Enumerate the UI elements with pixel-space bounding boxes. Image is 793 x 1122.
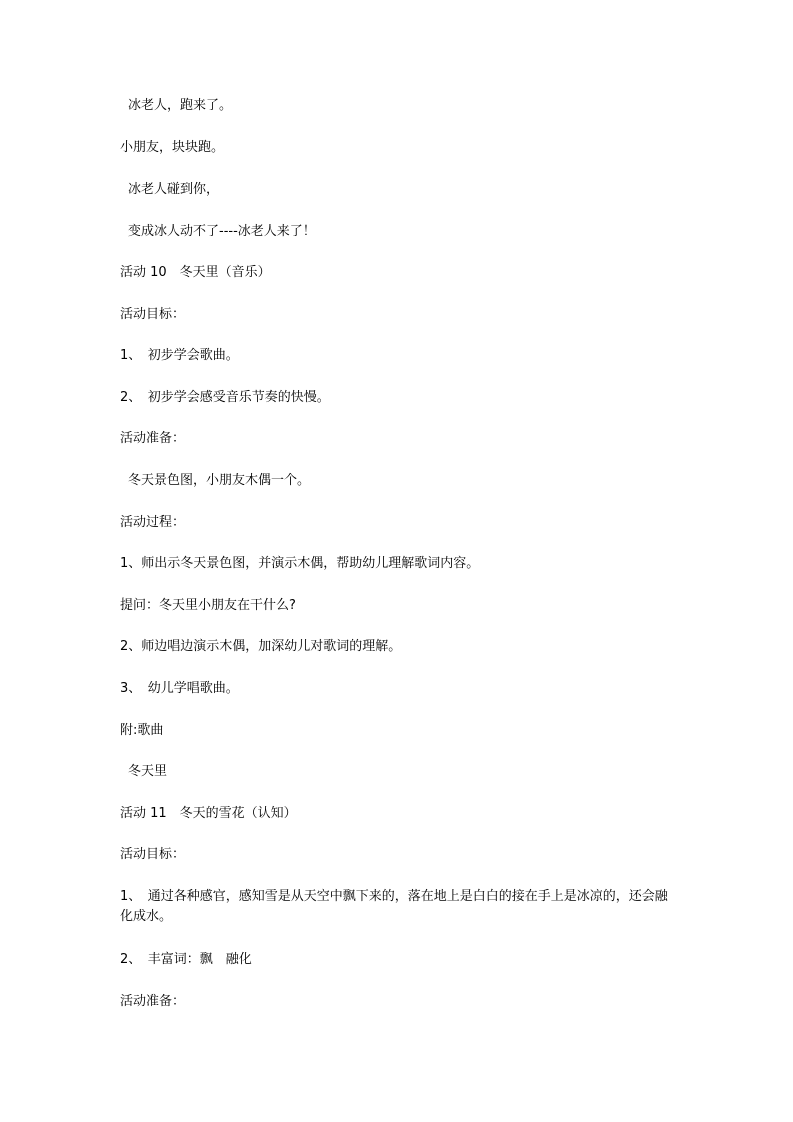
text-line: 冰老人碰到你， (128, 182, 220, 197)
list-item: 2、师边唱边演示木偶，加深幼儿对歌词的理解。 (120, 639, 402, 654)
subheading: 活动过程： (120, 515, 186, 530)
subheading: 活动准备： (120, 994, 186, 1009)
list-item: 1、 通过各种感官，感知雪是从天空中飘下来的，落在地上是白白的接在手上是冰凉的，还会融化成水。 (120, 889, 668, 924)
list-item: 1、 初步学会歌曲。 (120, 348, 239, 363)
list-item: 3、 幼儿学唱歌曲。 (120, 681, 239, 696)
text-line: 冬天景色图，小朋友木偶一个。 (128, 473, 311, 488)
section-heading: 活动 11 冬天的雪花（认知） (120, 806, 297, 821)
text-line: 提问：冬天里小朋友在干什么? (120, 598, 296, 613)
list-item: 2、 初步学会感受音乐节奏的快慢。 (120, 390, 330, 405)
subheading: 活动目标： (120, 307, 186, 322)
list-item: 1、师出示冬天景色图，并演示木偶，帮助幼儿理解歌词内容。 (120, 556, 480, 571)
song-title: 冬天里 (128, 764, 168, 779)
text-line: 附:歌曲 (120, 723, 164, 738)
list-item: 2、 丰富词：飘 融化 (120, 952, 252, 967)
subheading: 活动目标： (120, 847, 186, 862)
section-heading: 活动 10 冬天里（音乐） (120, 265, 271, 280)
text-line: 冰老人，跑来了。 (128, 98, 233, 113)
text-line: 小朋友，块块跑。 (120, 140, 225, 155)
text-line: 变成冰人动不了----冰老人来了！ (128, 224, 316, 239)
subheading: 活动准备： (120, 431, 186, 446)
